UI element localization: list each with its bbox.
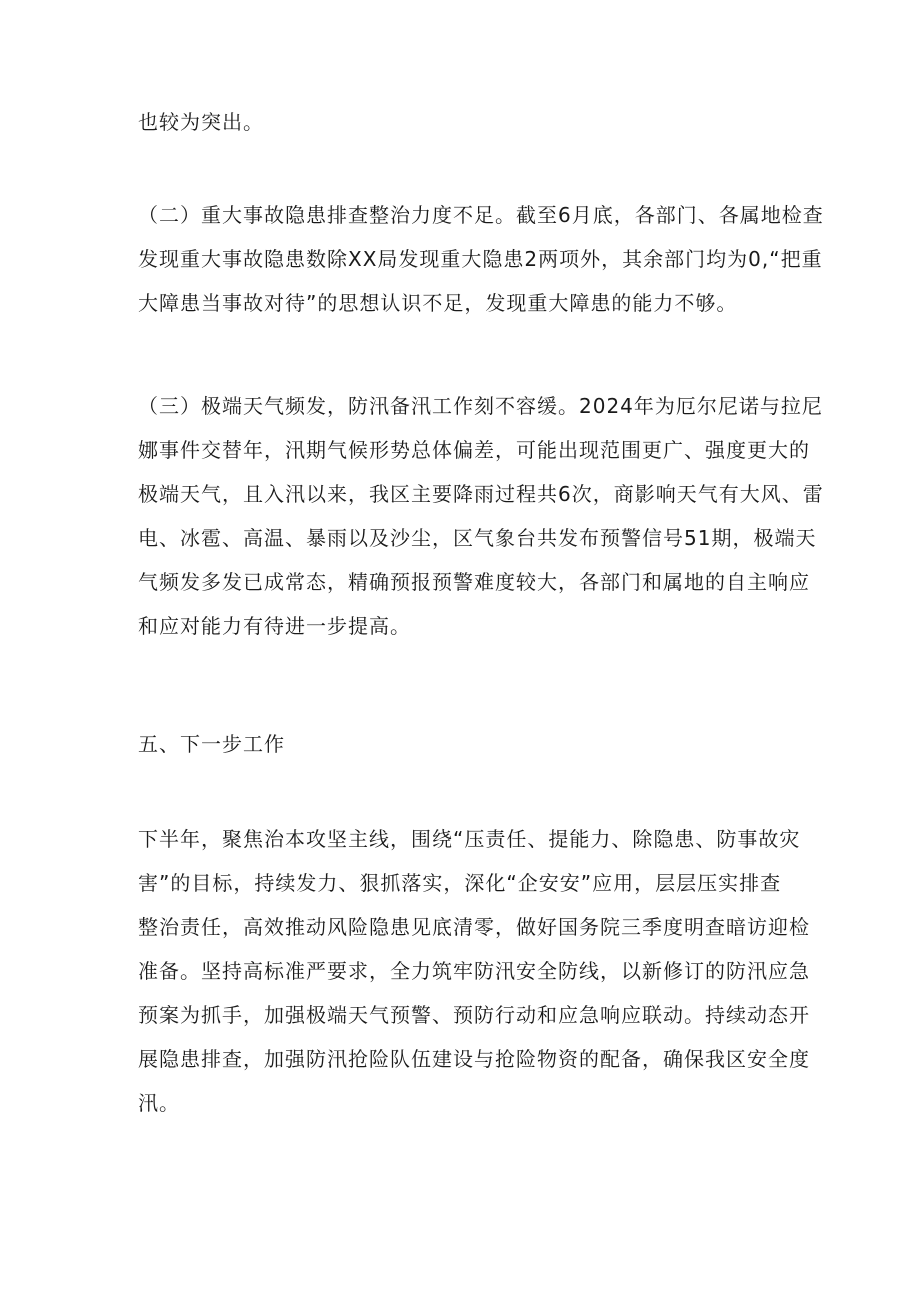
text-line: （二）重大事故隐患排查整治力度不足。截至6月底，各部门、各属地检查 <box>138 203 824 227</box>
text-line: 害”的目标，持续发力、狠抓落实，深化“企安安”应用，层层压实排查 <box>138 871 782 895</box>
paragraph-continuation <box>138 100 788 144</box>
text-line: （三）极端天气频发，防汛备汛工作刻不容缓。2024年为厄尔尼诺与拉尼 <box>138 394 823 418</box>
text-line: 也较为突出。 <box>138 110 264 134</box>
text-line: 和应对能力有待进一步提高。 <box>138 614 411 638</box>
paragraph-major-hazards <box>138 193 824 325</box>
text-line: 汛。 <box>138 1091 180 1115</box>
section-heading-next-steps <box>138 722 788 766</box>
text-line: 展隐患排查，加强防汛抢险队伍建设与抢险物资的配备，确保我区安全度 <box>138 1047 810 1071</box>
text-line: 整治责任，高效推动风险隐患见底清零，做好国务院三季度明查暗访迎检 <box>138 915 810 939</box>
text-line: 预案为抓手，加强极端天气预警、预防行动和应急响应联动。持续动态开 <box>138 1003 810 1027</box>
text-line: 极端天气，且入汛以来，我区主要降雨过程共6次，商影响天气有大风、雷 <box>138 482 824 506</box>
paragraph-next-steps <box>138 817 810 1125</box>
text-line: 气频发多发已成常态，精确预报预警难度较大，各部门和属地的自主响应 <box>138 570 810 594</box>
text-line: 大障患当事故对待”的思想认识不足，发现重大障患的能力不够。 <box>138 291 738 315</box>
paragraph-extreme-weather <box>138 384 824 648</box>
text-line: 发现重大事故隐患数除XX局发现重大隐患2两项外，其余部门均为0,“把重 <box>138 247 823 271</box>
text-line: 电、冰雹、高温、暴雨以及沙尘，区气象台共发布预警信号51期，极端天 <box>138 526 817 550</box>
text-line: 娜事件交替年，汛期气候形势总体偏差，可能出现范围更广、强度更大的 <box>138 438 810 462</box>
heading-text: 五、下一步工作 <box>138 732 285 756</box>
text-line: 下半年，聚焦治本攻坚主线，围绕“压责任、提能力、除隐患、防事故灾 <box>138 827 801 851</box>
text-line: 准备。坚持高标准严要求，全力筑牢防汛安全防线，以新修订的防汛应急 <box>138 959 810 983</box>
